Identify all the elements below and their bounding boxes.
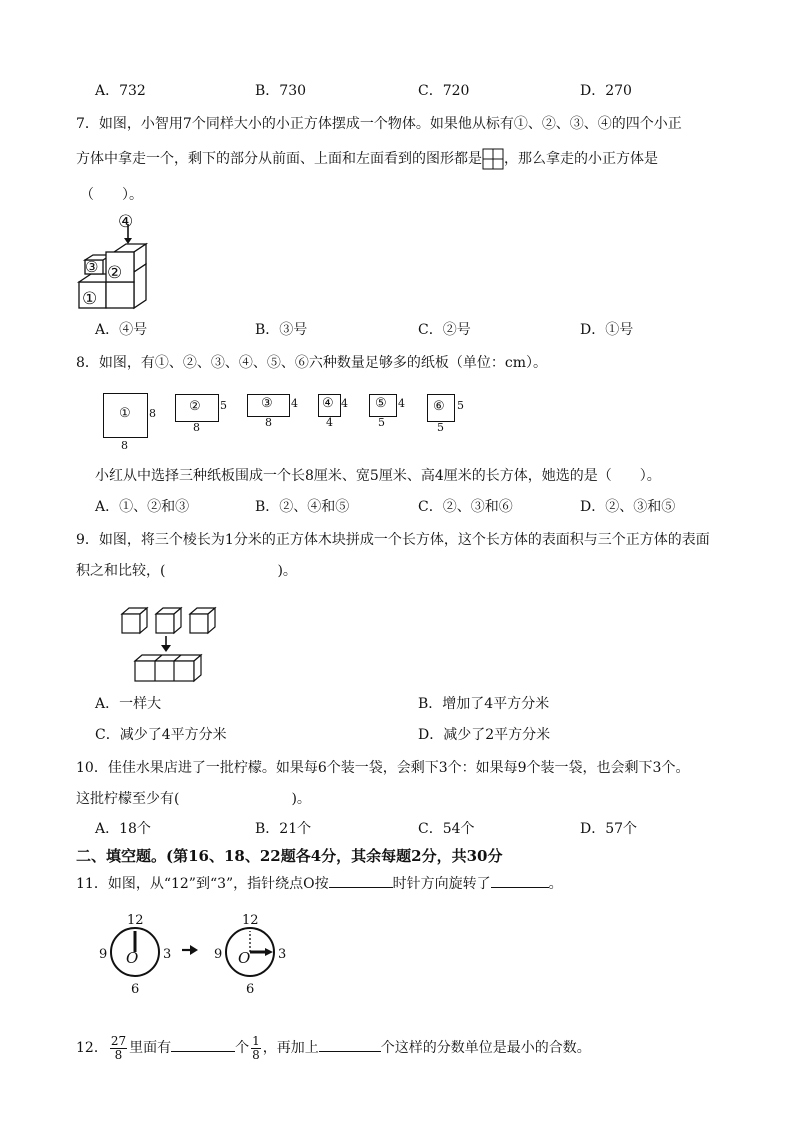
clock1-3: 3 [163, 947, 172, 962]
q7-option-c: C．②号 [418, 322, 471, 338]
view-grid-icon [482, 148, 504, 170]
q9-option-d: D．减少了2平方分米 [418, 727, 551, 743]
q7-stem-line2: 方体中拿走一个，剩下的部分从前面、上面和左面看到的图形都是 ，那么拿走的小正方体是 [76, 148, 658, 170]
q7-label-2: ② [107, 263, 123, 283]
q8-option-d: D．②、③和⑤ [580, 499, 676, 515]
clock2-3: 3 [278, 947, 287, 962]
section2-title: 二、填空题。(第16、18、22题各4分，其余每题2分，共30分 [76, 847, 503, 865]
q6-option-c: C．720 [418, 83, 470, 99]
q12-stem: 12． $\frac{27}{8}$ 里面有 个 $\frac{1}{8}$ ，再加上 个这样的分数单位是最小的合数。 [76, 1033, 591, 1062]
q11-stem: 11．如图，从“12”到“3”，指针绕点O按 时针方向旋转了 。 [76, 873, 563, 894]
q9-cube-figure [118, 605, 223, 685]
clock-after [210, 908, 310, 998]
clock2-6: 6 [246, 982, 255, 997]
clock1-center: O [126, 949, 139, 967]
fraction-27-8: $\frac{27}{8}$ [110, 1033, 127, 1062]
clock2-center: O [238, 949, 251, 967]
clock1-12: 12 [127, 913, 144, 928]
q12-blank-1 [171, 1037, 235, 1052]
q9-option-c: C．减少了4平方分米 [95, 727, 227, 743]
q6-option-a: A．732 [95, 83, 146, 99]
clock1-9: 9 [99, 947, 108, 962]
q8-option-a: A．①、②和③ [95, 499, 190, 515]
arrow-right-icon [180, 944, 200, 956]
q9-stem-line1: 9．如图，将三个棱长为1分米的正方体木块拼成一个长方体，这个长方体的表面积与三个正方体的表面 [76, 532, 710, 548]
q9-stem-line2: 积之和比较，( )。 [76, 563, 297, 579]
q7-label-1: ① [82, 289, 98, 309]
q10-option-b: B．21个 [255, 821, 312, 837]
q7-label-4: ④ [118, 212, 134, 232]
clock2-9: 9 [214, 947, 223, 962]
q8-option-c: C．②、③和⑥ [418, 499, 513, 515]
q6-option-b: B．730 [255, 83, 307, 99]
q11-blank-1 [329, 873, 393, 888]
q11-blank-2 [491, 873, 549, 888]
q10-stem-line1: 10．佳佳水果店进了一批柠檬。如果每6个装一袋，会剩下3个：如果每9个装一袋，也会剩下3个。 [76, 760, 690, 776]
clock2-12: 12 [242, 913, 259, 928]
q7-option-b: B．③号 [255, 322, 308, 338]
q8-stem-line2: 小红从中选择三种纸板围成一个长8厘米、宽5厘米、高4厘米的长方体，她选的是（ ）。 [95, 468, 661, 484]
q10-option-a: A．18个 [95, 821, 151, 837]
q9-option-b: B．增加了4平方分米 [418, 696, 550, 712]
q8-stem-line1: 8．如图，有①、②、③、④、⑤、⑥六种数量足够多的纸板（单位：cm）。 [76, 355, 548, 371]
q7-answer-paren: （ ）。 [80, 187, 143, 203]
q9-option-a: A．一样大 [95, 696, 162, 712]
q6-option-d: D．270 [580, 83, 632, 99]
q7-label-3: ③ [85, 258, 99, 276]
q10-option-c: C．54个 [418, 821, 475, 837]
q7-stem-line1: 7．如图，小智用7个同样大小的小正方体摆成一个物体。如果他从标有①、②、③、④的四个小正 [76, 116, 682, 132]
q10-stem-line2: 这批柠檬至少有( )。 [76, 791, 311, 807]
q7-option-d: D．①号 [580, 322, 634, 338]
q10-option-d: D．57个 [580, 821, 638, 837]
fraction-1-8: $\frac{1}{8}$ [252, 1033, 260, 1062]
clock1-6: 6 [131, 982, 140, 997]
q12-blank-2 [319, 1037, 381, 1052]
q7-option-a: A．④号 [95, 322, 148, 338]
q8-option-b: B．②、④和⑤ [255, 499, 350, 515]
